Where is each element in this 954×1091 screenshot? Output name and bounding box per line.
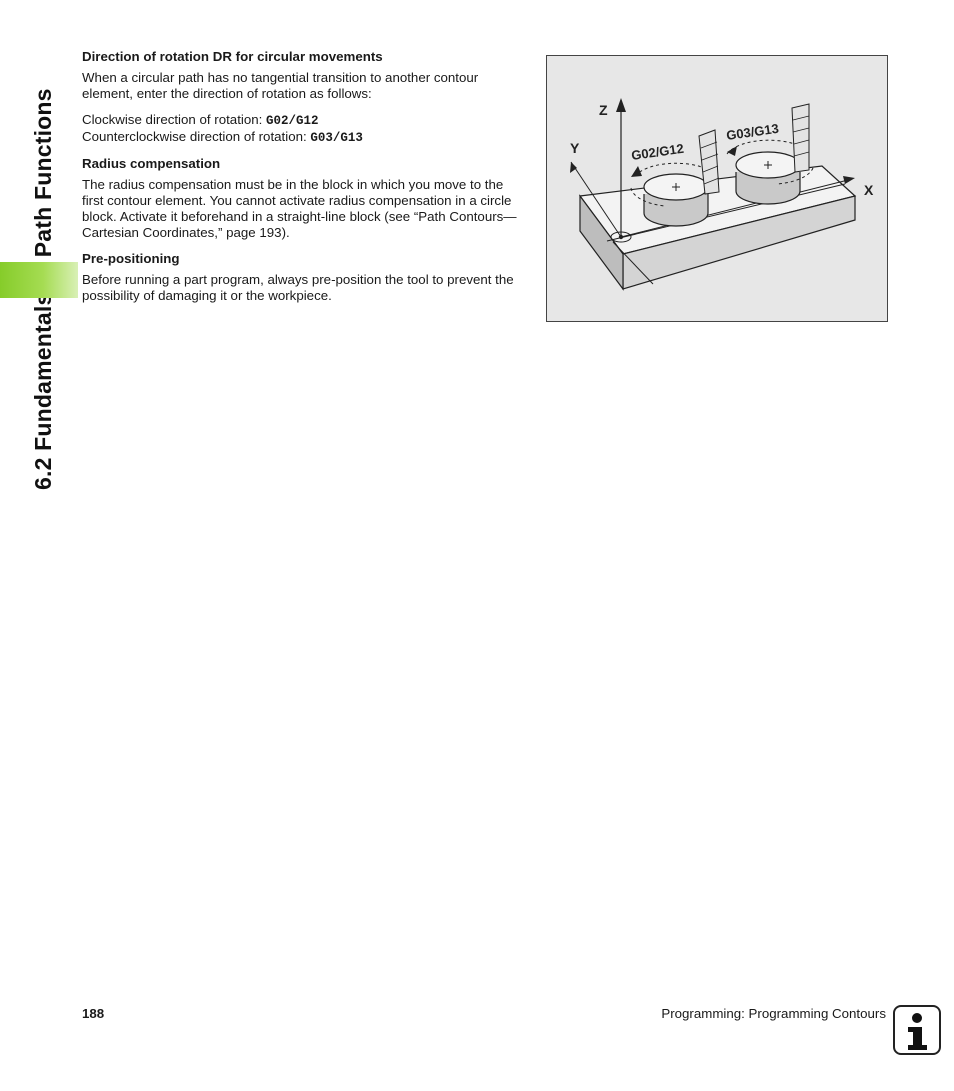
y-axis-label: Y bbox=[570, 140, 580, 156]
cw-line bbox=[82, 112, 527, 129]
heading-direction: Direction of rotation DR for circular movements bbox=[82, 49, 383, 64]
cw-label: Clockwise direction of rotation: bbox=[82, 112, 267, 127]
x-axis-label: X bbox=[864, 182, 874, 198]
prepositioning-body: Before running a part program, always pre-position the tool to prevent the possibility of damaging it or the workpiece. bbox=[82, 272, 514, 303]
ccw-label-text: G03/G13 bbox=[725, 120, 780, 143]
radius-body: The radius compensation must be in the block in which you move to the first contour element. You cannot activate radius compensation in a circle block. Activate it beforehand in a straight-line block (see “Path Contours—Cartesian Coordinates,” page 193). bbox=[82, 177, 517, 240]
ccw-arrow bbox=[727, 146, 737, 156]
section-tab-marker bbox=[0, 262, 78, 298]
info-icon[interactable] bbox=[893, 1005, 941, 1055]
main-text bbox=[82, 49, 527, 314]
z-axis-label: Z bbox=[599, 102, 608, 118]
ccw-code: G03/G13 bbox=[310, 131, 363, 145]
rotation-direction-figure bbox=[546, 55, 888, 322]
y-axis-arrow bbox=[570, 162, 577, 173]
origin-marker bbox=[619, 235, 623, 239]
x-axis-arrow bbox=[843, 176, 855, 184]
chapter-title: Programming: Programming Contours bbox=[661, 1006, 886, 1021]
info-glyph bbox=[895, 1007, 939, 1053]
cw-label-text: G02/G12 bbox=[630, 140, 685, 163]
cw-code: G02/G12 bbox=[266, 114, 319, 128]
z-axis-arrow bbox=[616, 98, 626, 112]
ccw-label: Counterclockwise direction of rotation: bbox=[82, 129, 311, 144]
heading-prepositioning: Pre-positioning bbox=[82, 251, 180, 266]
page-number: 188 bbox=[82, 1006, 105, 1021]
direction-intro: When a circular path has no tangential transition to another contour element, enter the direction of rotation as follows: bbox=[82, 70, 479, 101]
figure-drawing bbox=[547, 56, 887, 321]
heading-radius: Radius compensation bbox=[82, 156, 221, 171]
right-tool bbox=[792, 104, 809, 172]
ccw-line bbox=[82, 129, 527, 146]
